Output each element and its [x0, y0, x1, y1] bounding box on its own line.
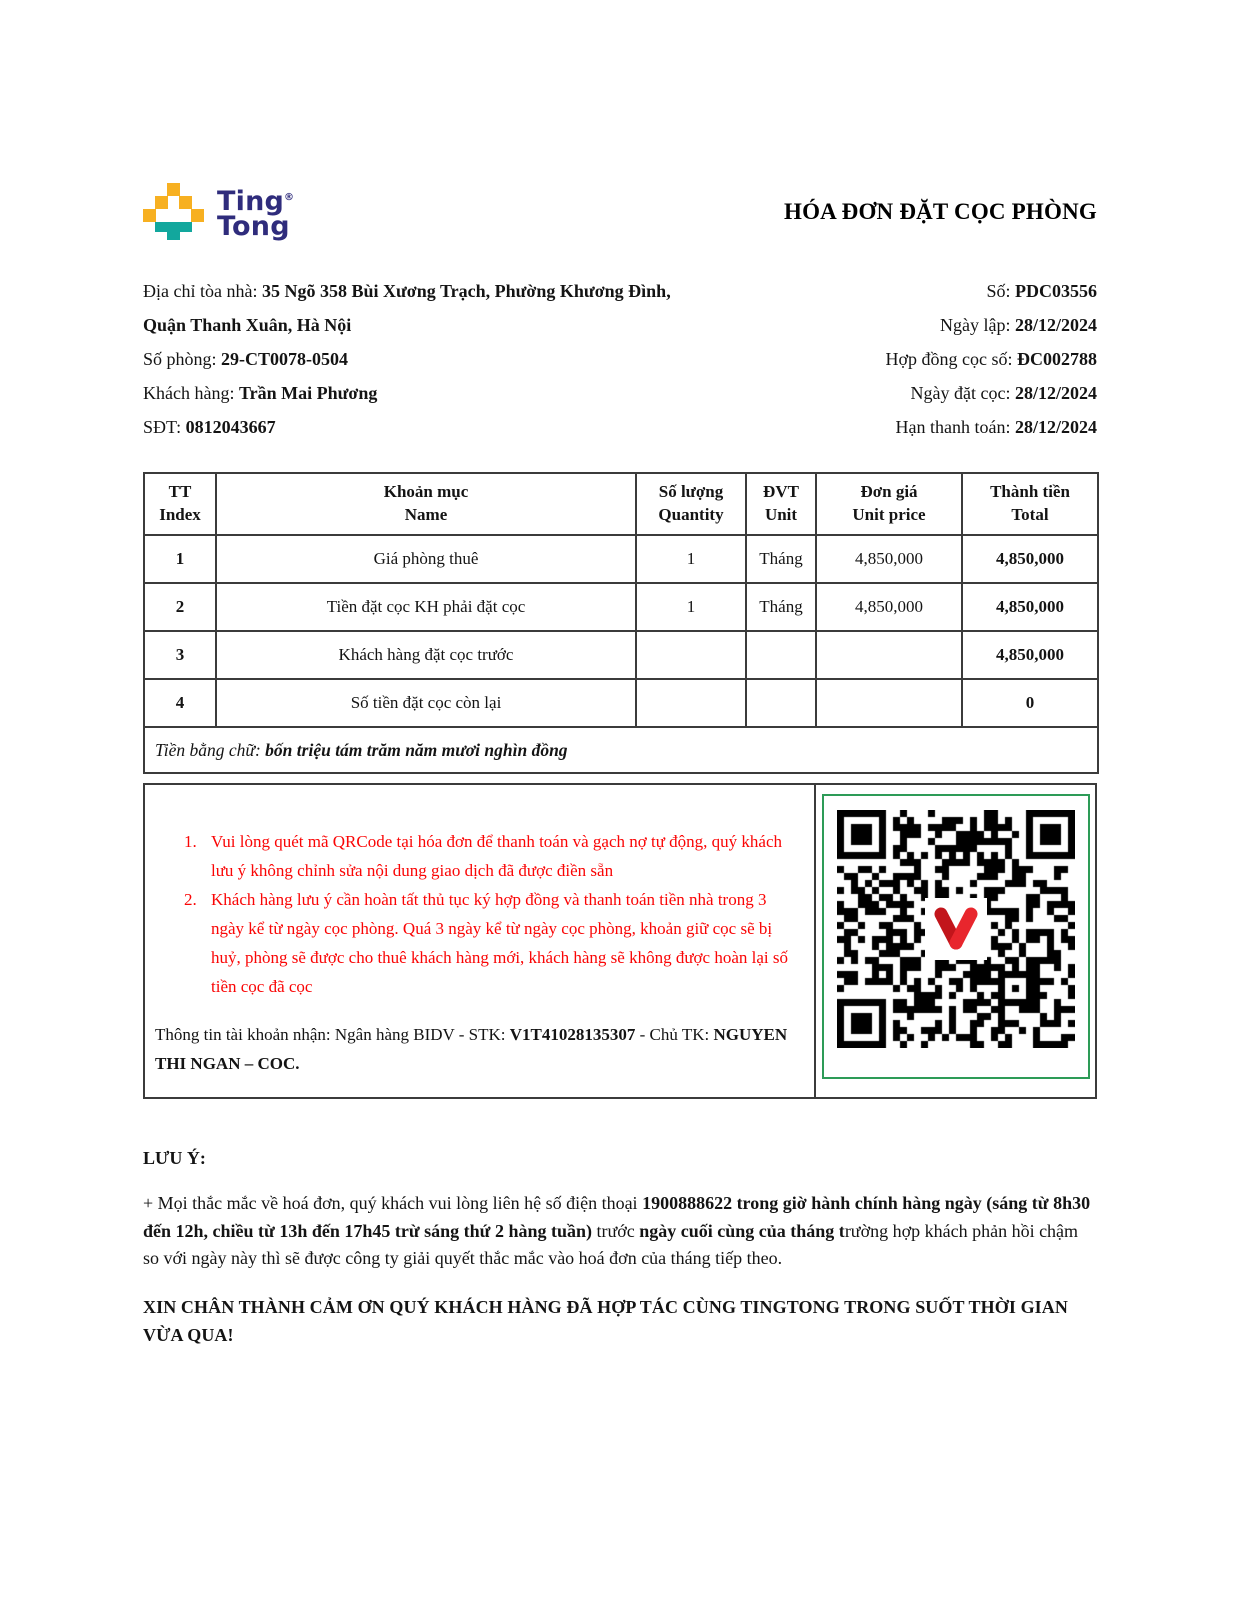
item-qty-cell	[636, 679, 746, 727]
deposit-date-line	[713, 376, 1097, 410]
item-price-cell	[816, 631, 962, 679]
item-total-cell: 4,850,000	[962, 631, 1098, 679]
tingtong-arrow-icon	[143, 183, 204, 240]
item-name-cell: Khách hàng đặt cọc trước	[216, 631, 636, 679]
thank-you-paragraph: XIN CHÂN THÀNH CẢM ƠN QUÝ KHÁCH HÀNG ĐÃ HỢP TÁC CÙNG TINGTONG TRONG SUỐT THỜI GIAN VỪA QUA!	[143, 1296, 1068, 1345]
column-header: Đơn giá Unit price	[816, 473, 962, 535]
column-header: Khoản mục Name	[216, 473, 636, 535]
item-unit-cell	[746, 631, 816, 679]
invoice-info-section	[143, 274, 1097, 444]
plain-text: + Mọi thắc mắc về hoá đơn, quý khách vui lòng liên hệ số điện thoại	[143, 1193, 643, 1213]
item-row	[144, 679, 1098, 727]
vietqr-v-icon	[925, 898, 987, 960]
info-value: 29-CT0078-0504	[221, 349, 349, 369]
emphasized-text: V1T41028135307	[509, 1025, 636, 1044]
info-label: Ngày lập:	[940, 315, 1015, 335]
tingtong-logo	[143, 183, 294, 240]
item-row	[144, 535, 1098, 583]
info-label: Hợp đồng cọc số:	[885, 349, 1017, 369]
items-table	[143, 472, 1099, 774]
qr-frame	[822, 794, 1090, 1079]
customer-info-block	[143, 274, 713, 444]
info-value: ĐC002788	[1017, 349, 1097, 369]
invoice-meta-block	[713, 274, 1097, 444]
bank-account-info	[155, 1020, 800, 1078]
invoice-content	[143, 0, 1097, 1349]
phone-line	[143, 410, 713, 444]
amount-in-words-cell	[144, 727, 1098, 773]
info-value: 0812043667	[185, 417, 276, 437]
item-total-cell: 0	[962, 679, 1098, 727]
items-table-body	[144, 535, 1098, 727]
logo-pixel	[167, 232, 180, 240]
info-value: 28/12/2024	[1014, 417, 1097, 437]
info-label: Hạn thanh toán:	[895, 417, 1015, 437]
info-value: Trần Mai Phương	[238, 383, 378, 403]
payment-note-item: 1. Vui lòng quét mã QRCode tại hóa đơn để thanh toán và gạch nợ tự động, quý khách lưu ý không chỉnh sửa nội dung giao dịch đã được điền sẵn	[201, 827, 800, 885]
item-unit-cell: Tháng	[746, 583, 816, 631]
info-value: 35 Ngõ 358 Bùi Xương Trạch, Phường Khương Đình, Quận Thanh Xuân, Hà Nội	[143, 281, 671, 335]
contact-notice-paragraph	[143, 1190, 1097, 1273]
item-row	[144, 583, 1098, 631]
amount-in-words-row	[144, 727, 1098, 773]
due-date-line	[713, 410, 1097, 444]
registered-mark: ®	[284, 192, 295, 203]
items-table-header	[144, 473, 1098, 535]
logo-pixel	[179, 196, 192, 209]
payment-note-item: 2. Khách hàng lưu ý cần hoàn tất thủ tục ký hợp đồng và thanh toán tiền nhà trong 3 ngày kể từ ngày cọc phòng. Quá 3 ngày kể từ ngày cọc phòng, khoản giữ cọc sẽ bị huỷ, phòng sẽ được cho thuê khách hàng mới, khách hàng sẽ không được hoàn lại số tiền cọc đã cọc	[201, 885, 800, 1001]
item-qty-cell: 1	[636, 535, 746, 583]
room-number-line	[143, 342, 713, 376]
item-name-cell: Giá phòng thuê	[216, 535, 636, 583]
item-index-cell: 4	[144, 679, 216, 727]
plain-text: - Chủ TK:	[635, 1025, 714, 1044]
item-total-cell: 4,850,000	[962, 535, 1098, 583]
column-header: TT Index	[144, 473, 216, 535]
logo-pixel	[191, 209, 204, 222]
emphasized-text: ngày cuối cùng của tháng t	[639, 1220, 845, 1241]
column-header: Thành tiền Total	[962, 473, 1098, 535]
amount-in-words-label: Tiền bằng chữ:	[155, 739, 266, 760]
invoice-number-line	[713, 274, 1097, 308]
logo-pixel	[155, 196, 168, 209]
info-label: Ngày đặt cọc:	[910, 383, 1015, 403]
payment-note-box	[143, 783, 1097, 1099]
item-name-cell: Tiền đặt cọc KH phải đặt cọc	[216, 583, 636, 631]
info-value: 28/12/2024	[1014, 315, 1097, 335]
payment-notes-list	[155, 827, 800, 1001]
logo-pixel	[155, 222, 192, 232]
plain-text: Thông tin tài khoản nhận: Ngân hàng BIDV - STK:	[155, 1025, 510, 1044]
logo-pixel	[167, 183, 180, 196]
contract-number-line	[713, 342, 1097, 376]
item-qty-cell	[636, 631, 746, 679]
emphasized-text: NGUYEN THI NGAN – COC.	[155, 1025, 788, 1073]
info-label: Khách hàng:	[143, 383, 239, 403]
info-label: Địa chỉ tòa nhà:	[143, 281, 262, 301]
item-unit-cell: Tháng	[746, 535, 816, 583]
header-row	[144, 473, 1098, 535]
info-value: 28/12/2024	[1014, 383, 1097, 403]
item-price-cell	[816, 679, 962, 727]
plain-text: trước	[592, 1220, 640, 1241]
info-label: Số phòng:	[143, 349, 222, 369]
item-price-cell: 4,850,000	[816, 535, 962, 583]
item-row	[144, 631, 1098, 679]
column-header: ĐVT Unit	[746, 473, 816, 535]
issue-date-line	[713, 308, 1097, 342]
item-total-cell: 4,850,000	[962, 583, 1098, 631]
invoice-header	[143, 0, 1097, 240]
column-header: Số lượng Quantity	[636, 473, 746, 535]
item-price-cell: 4,850,000	[816, 583, 962, 631]
item-index-cell: 3	[144, 631, 216, 679]
invoice-footer	[143, 1148, 1097, 1349]
info-label: Số:	[986, 281, 1015, 301]
notice-title: LƯU Ý:	[143, 1148, 206, 1168]
logo-line-2: Tong	[217, 211, 290, 242]
plain-text: rường hợp khách phản hồi chậm so với ngày này thì sẽ được công ty giải quyết thắc mắc vào hoá đơn của tháng tiếp theo.	[143, 1220, 1079, 1268]
building-address-line	[143, 274, 713, 342]
qr-cell	[816, 785, 1095, 1097]
item-name-cell: Số tiền đặt cọc còn lại	[216, 679, 636, 727]
invoice-title: HÓA ĐƠN ĐẶT CỌC PHÒNG	[783, 199, 1097, 224]
logo-pixel	[143, 209, 156, 222]
item-unit-cell	[746, 679, 816, 727]
payment-notes-cell	[145, 785, 816, 1097]
logo-line-1: Ting	[217, 186, 285, 217]
info-label: SĐT:	[143, 417, 186, 437]
customer-name-line	[143, 376, 713, 410]
amount-in-words-value: bốn triệu tám trăm năm mươi nghìn đồng	[265, 739, 568, 760]
info-value: PDC03556	[1015, 281, 1097, 301]
tingtong-wordmark	[217, 185, 295, 242]
item-index-cell: 1	[144, 535, 216, 583]
item-index-cell: 2	[144, 583, 216, 631]
emphasized-text: 1900888622 trong giờ hành chính hàng ngày (sáng từ 8h30 đến 12h, chiều từ 13h đến 17h45 trừ sáng thứ 2 hàng tuần)	[143, 1193, 1091, 1241]
item-qty-cell: 1	[636, 583, 746, 631]
